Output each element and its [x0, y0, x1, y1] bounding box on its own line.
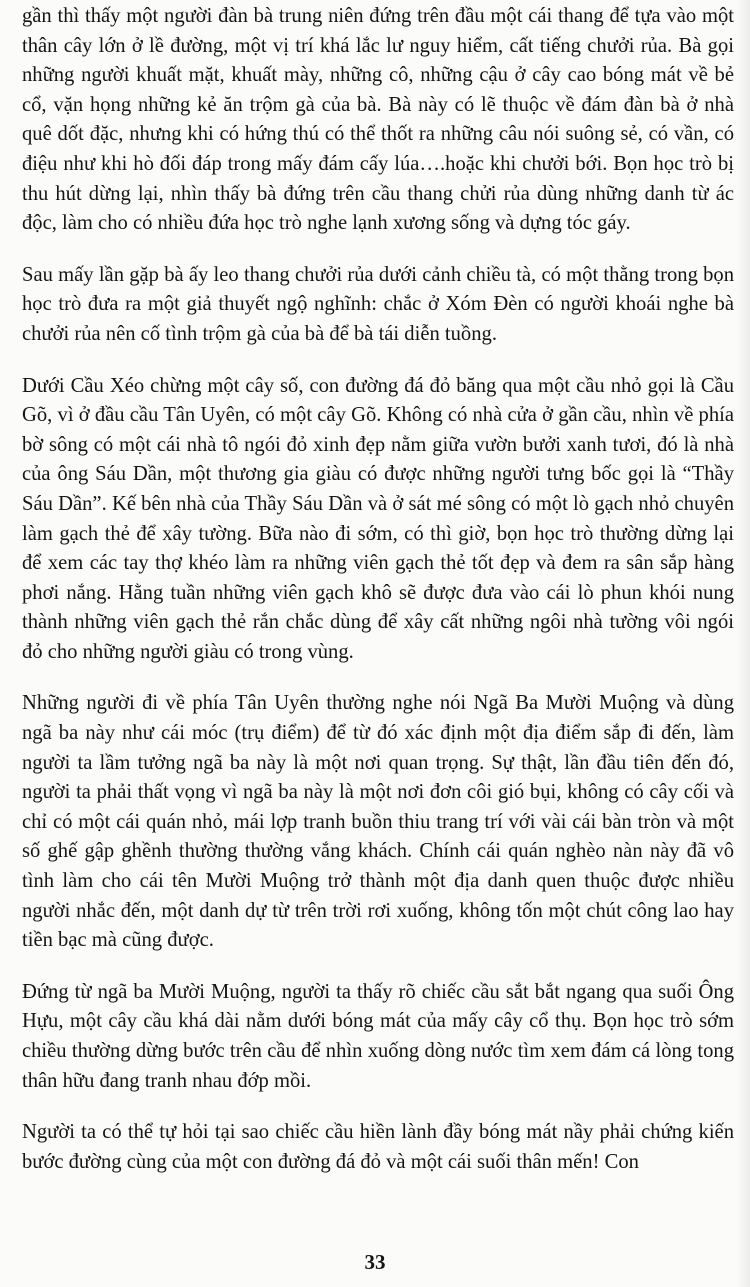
page-edge-shadow [736, 0, 750, 1287]
paragraph-4: Những người đi về phía Tân Uyên thường nghe nói Ngã Ba Mười Muộng và dùng ngã ba này như cái móc (trụ điểm) để từ đó xác định một địa điểm sắp đi đến, làm người ta lầm tưởng ngã ba này là một nơi quan trọng. Sự thật, lần đầu tiên đến đó, người ta phải thất vọng vì ngã ba này là một nơi đơn côi gió bụi, không có cây cối và chỉ có một cái quán nhỏ, mái lợp tranh buồn thiu trang trí với vài cái bàn tròn và một số ghế gập ghềnh thường thường vắng khách. Chính cái quán nghèo nàn này đã vô tình làm cho cái tên Mười Muộng trở thành một địa danh quen thuộc được nhiều người nhắc đến, một danh dự từ trên trời rơi xuống, không tốn một chút công lao hay tiền bạc mà cũng được. [22, 692, 734, 952]
paragraph-3: Dưới Cầu Xéo chừng một cây số, con đường đá đỏ băng qua một cầu nhỏ gọi là Cầu Gõ, vì ở đầu cầu Tân Uyên, có một cây Gõ. Không có nhà cửa ở gần cầu, nhìn về phía bờ sông có một cái nhà tô ngói đỏ xinh đẹp nằm giữa vườn bưởi xanh tươi, đó là nhà của ông Sáu Dần, một thương gia giàu có được những người tưng bốc gọi là “Thầy Sáu Dần”. Kế bên nhà của Thầy Sáu Dần và ở sát mé sông có một lò gạch nhỏ chuyên làm gạch thẻ để xây tường. Bữa nào đi sớm, có thì giờ, bọn học trò thường dừng lại để xem các tay thợ khéo làm ra những viên gạch thẻ tốt đẹp và đem ra sân sắp hàng phơi nắng. Hằng tuần những viên gạch khô sẽ được đưa vào cái lò phun khói nung thành những viên gạch thẻ rắn chắc dùng để xây cất những ngôi nhà tường vôi ngói đỏ cho những người giàu có trong vùng. [22, 374, 734, 663]
paragraph-6: Người ta có thể tự hỏi tại sao chiếc cầu hiền lành đầy bóng mát nầy phải chứng kiến bước đường cùng của một con đường đá đỏ và một cái suối thân mến! Con [22, 1121, 734, 1173]
paragraph-5: Đứng từ ngã ba Mười Muộng, người ta thấy rõ chiếc cầu sắt bắt ngang qua suối Ông Hựu, một cây cầu khá dài nằm dưới bóng mát của mấy cây cổ thụ. Bọn học trò sớm chiều thường dừng bước trên cầu để nhìn xuống dòng nước tìm xem đám cá lòng tong thân hữu đang tranh nhau đớp mồi. [22, 980, 734, 1092]
body-text [22, 2, 734, 1199]
paragraph-2: Sau mấy lần gặp bà ấy leo thang chưởi rủa dưới cảnh chiều tà, có một thằng trong bọn học trò đưa ra một giả thuyết ngộ nghĩnh: chắc ở Xóm Đèn có người khoái nghe bà chưởi rủa nên cố tình trộm gà của bà để bà tái diễn tuồng. [22, 263, 734, 345]
page-number: 33 [364, 1250, 386, 1274]
paragraph-1: gần thì thấy một người đàn bà trung niên đứng trên đầu một cái thang để tựa vào một thân cây lớn ở lề đường, một vị trí khá lắc lư nguy hiểm, cất tiếng chưởi rủa. Bà gọi những người khuất mặt, khuất mày, những cô, những cậu ở cây cao bóng mát về bẻ cổ, vặn họng những kẻ ăn trộm gà của bà. Bà này có lẽ thuộc về đám đàn bà ở nhà quê dốt đặc, nhưng khi có hứng thú có thể thốt ra những câu nói suông sẻ, có vần, có điệu như khi hò đối đáp trong mấy đám cấy lúa….hoặc khi chưởi bới. Bọn học trò bị thu hút dừng lại, nhìn thấy bà đứng trên cầu thang chửi rủa dùng những danh từ ác độc, làm cho có nhiều đứa học trò nghe lạnh xương sống và dựng tóc gáy. [22, 5, 734, 235]
